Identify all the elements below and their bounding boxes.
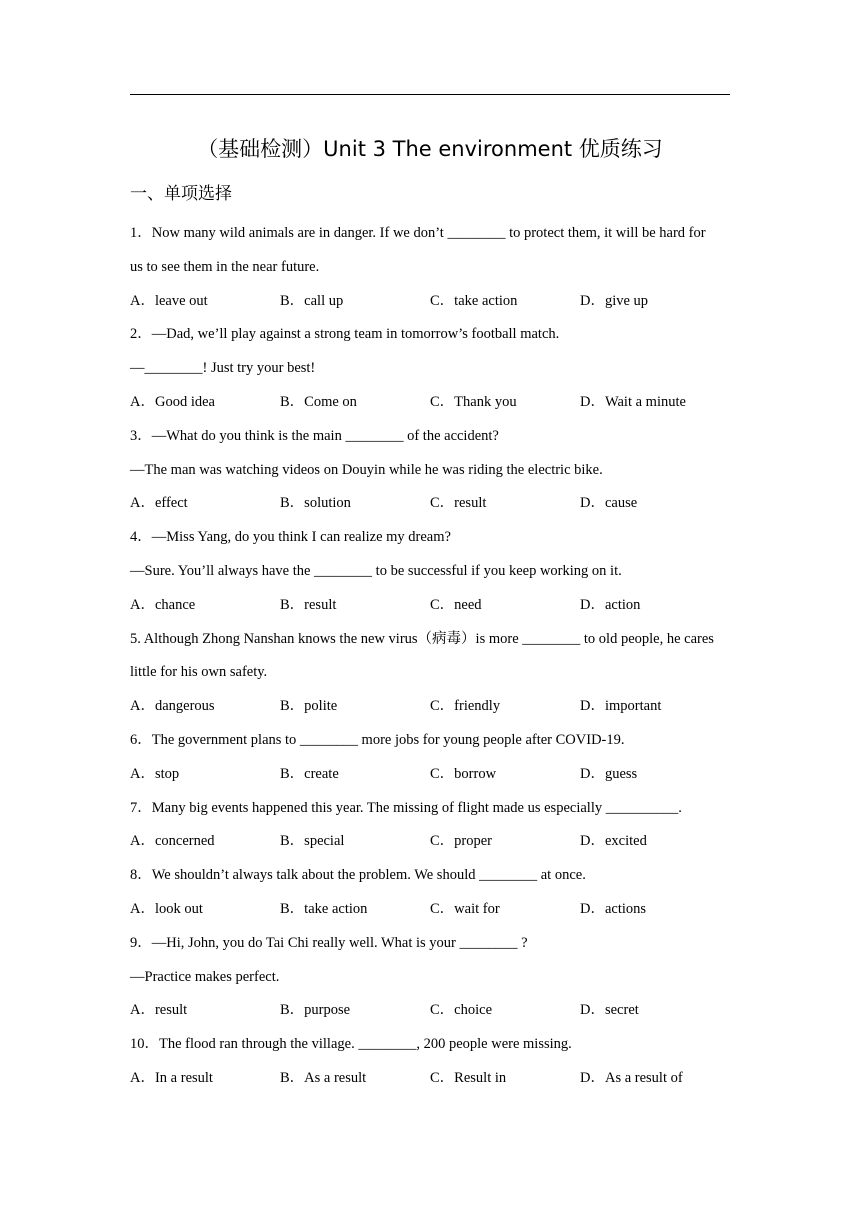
question-item <box>130 724 730 792</box>
question-stem: 9．—Hi, John, you do Tai Chi really well. What is your ________ ? <box>130 934 528 951</box>
option-d: D．action <box>580 596 641 613</box>
answer-options <box>130 758 730 792</box>
question-item <box>130 792 730 860</box>
section-heading: 一、单项选择 <box>130 184 232 204</box>
option-d: D．give up <box>580 292 649 309</box>
question-stem: 8．We shouldn’t always talk about the problem. We should ________ at once. <box>130 867 586 884</box>
answer-options <box>130 386 730 420</box>
question-item <box>130 623 730 724</box>
question-stem: 2．—Dad, we’ll play against a strong team in tomorrow’s football match. <box>130 326 560 343</box>
option-b: B．take action <box>280 900 368 917</box>
header-rule <box>130 94 730 95</box>
question-stem: 1．Now many wild animals are in danger. If we don’t ________ to protect them, it will be hard for <box>130 225 706 241</box>
option-c: C．proper <box>430 833 493 850</box>
option-d: D．guess <box>580 765 638 782</box>
option-d: D．Wait a minute <box>580 393 686 410</box>
option-d: D．important <box>580 698 662 715</box>
option-c: C．friendly <box>430 698 501 715</box>
option-b: B．purpose <box>280 1002 351 1019</box>
answer-options <box>130 285 730 319</box>
answer-options <box>130 825 730 859</box>
answer-options <box>130 589 730 623</box>
option-a: A．leave out <box>130 292 208 309</box>
question-stem: 3．—What do you think is the main ________ of the accident? <box>130 427 499 444</box>
option-b: B．solution <box>280 495 351 512</box>
option-a: A．concerned <box>130 833 215 850</box>
answer-options <box>130 893 730 927</box>
question-line: —________! Just try your best! <box>130 360 316 377</box>
answer-options <box>130 994 730 1028</box>
option-b: B．As a result <box>280 1069 367 1086</box>
option-b: B．call up <box>280 292 344 309</box>
option-d: D．excited <box>580 833 647 850</box>
question-line: us to see them in the near future. <box>130 258 320 275</box>
option-b: B．Come on <box>280 393 357 410</box>
option-b: B．special <box>280 833 345 850</box>
option-c: C．Result in <box>430 1069 507 1086</box>
question-item <box>130 217 730 318</box>
question-stem: 4．—Miss Yang, do you think I can realize my dream? <box>130 529 451 546</box>
option-c: C．take action <box>430 292 518 309</box>
option-a: A．In a result <box>130 1069 213 1086</box>
option-c: C．need <box>430 596 482 613</box>
question-line: —The man was watching videos on Douyin while he was riding the electric bike. <box>130 461 603 478</box>
option-a: A．look out <box>130 900 203 917</box>
option-a: A．effect <box>130 495 188 512</box>
option-a: A．stop <box>130 765 180 782</box>
option-d: D．cause <box>580 495 638 512</box>
question-item <box>130 859 730 927</box>
option-c: C．borrow <box>430 765 497 782</box>
question-item <box>130 1028 730 1096</box>
page-title: （基础检测）Unit 3 The environment 优质练习 <box>197 137 663 161</box>
option-c: C．wait for <box>430 900 500 917</box>
question-stem: 5. Although Zhong Nanshan knows the new virus（病毒）is more ________ to old people, he cares <box>130 630 714 647</box>
question-item <box>130 420 730 521</box>
option-c: C．result <box>430 495 487 512</box>
question-line: —Practice makes perfect. <box>130 968 280 985</box>
question-stem: 7．Many big events happened this year. The missing of flight made us especially __________. <box>130 799 682 816</box>
option-a: A．Good idea <box>130 393 215 410</box>
question-line: —Sure. You’ll always have the ________ to be successful if you keep working on it. <box>130 562 622 579</box>
question-item <box>130 318 730 419</box>
option-d: D．secret <box>580 1002 639 1019</box>
option-d: D．As a result of <box>580 1069 683 1086</box>
question-stem: 10．The flood ran through the village. ________, 200 people were missing. <box>130 1036 572 1053</box>
question-item <box>130 927 730 1028</box>
option-c: C．Thank you <box>430 393 517 410</box>
question-list <box>130 217 730 1096</box>
option-d: D．actions <box>580 900 647 917</box>
option-a: A．result <box>130 1002 188 1019</box>
option-a: A．dangerous <box>130 698 215 715</box>
option-c: C．choice <box>430 1002 493 1019</box>
answer-options <box>130 1062 730 1096</box>
option-a: A．chance <box>130 596 196 613</box>
option-b: B．result <box>280 596 337 613</box>
option-b: B．polite <box>280 698 338 715</box>
question-stem: 6．The government plans to ________ more jobs for young people after COVID-19. <box>130 731 625 748</box>
answer-options <box>130 690 730 724</box>
option-b: B．create <box>280 765 339 782</box>
answer-options <box>130 487 730 521</box>
question-line: little for his own safety. <box>130 664 268 681</box>
question-item <box>130 521 730 622</box>
